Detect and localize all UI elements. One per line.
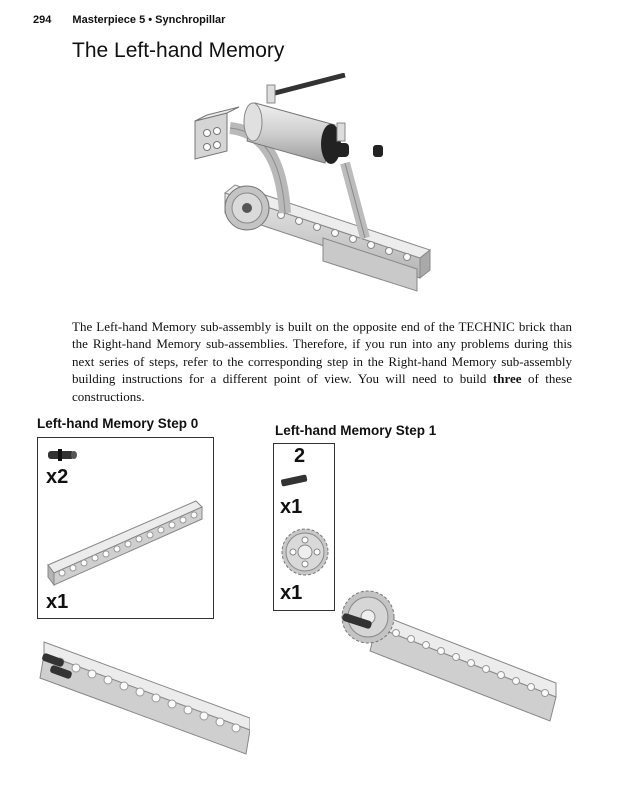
intro-text-end: of these constructions.	[72, 371, 572, 404]
black-pin-icon	[44, 444, 80, 466]
step-1-gear-qty: x1	[280, 582, 303, 604]
step-1-parts-list	[273, 443, 335, 611]
intro-emphasis: three	[492, 371, 522, 387]
axle-icon	[278, 470, 312, 490]
technic-beam-icon	[46, 493, 206, 588]
running-header	[33, 14, 225, 26]
intro-text: The Left-hand Memory sub-assembly is built on the opposite end of the TECHNIC brick than the Right-hand Memory sub-assemblies. Therefore, if you run into any problems during this next series of steps, refer to the corresponding step in the Right-hand Memory sub-assembly building instructions for a different point of view. You will need to build	[72, 319, 572, 387]
step-0-label: Left-hand Memory Step 0	[37, 416, 199, 431]
step-1-axle-qty: x1	[280, 496, 303, 518]
running-title: Masterpiece 5 • Synchropillar	[72, 14, 226, 26]
gear-icon	[280, 524, 330, 580]
step-0-parts-list	[37, 437, 214, 619]
step-0-result-illustration	[36, 630, 250, 756]
left-hand-memory-assembly-illustration	[185, 73, 445, 313]
axle-length-label: 2	[294, 445, 306, 467]
page-title: The Left-hand Memory	[72, 39, 285, 62]
step-0-beam-qty: x1	[46, 591, 69, 613]
step-1-label: Left-hand Memory Step 1	[275, 423, 437, 438]
step-1-result-illustration	[338, 575, 558, 725]
step-0-pin-qty: x2	[46, 466, 69, 488]
intro-paragraph	[72, 318, 572, 405]
page-number: 294	[33, 14, 52, 26]
